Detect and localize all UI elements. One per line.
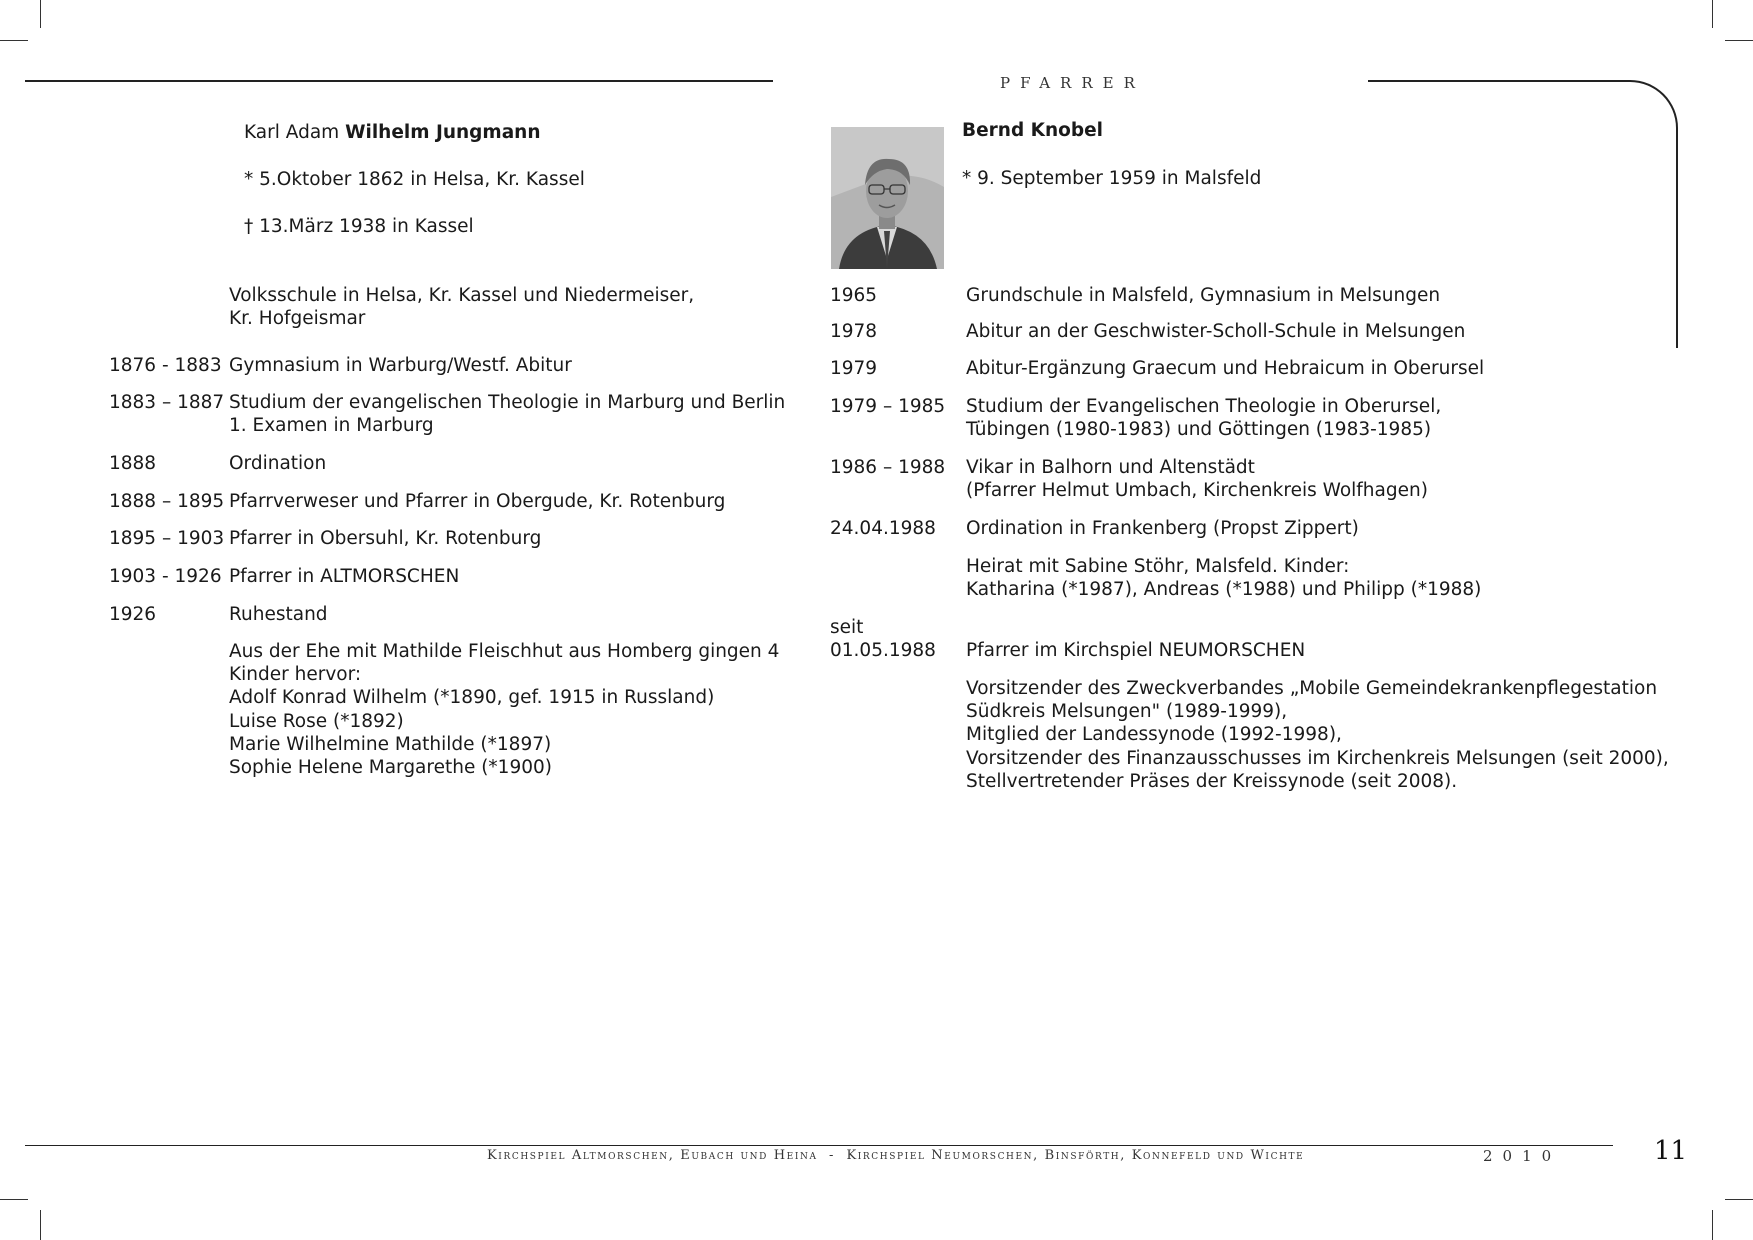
list-item <box>109 354 572 377</box>
list-item <box>830 456 1428 502</box>
entry-years: seit 01.05.1988 <box>830 617 936 661</box>
entry-text: Aus der Ehe mit Mathilde Fleischhut aus Homberg gingen 4 Kinder hervor: Adolf Konrad Wilhelm (*1890, gef. 1915 in Russland) Luise Rose (*1892) Marie Wilhelmine Mathilde (*1897) Sophie Helene Margarethe (*1900) <box>229 641 780 779</box>
header-rule-left <box>25 80 773 82</box>
header-title: PFARRER <box>1000 74 1145 92</box>
crop-mark <box>40 0 41 28</box>
entry-text: Studium der evangelischen Theologie in Marburg und Berlin 1. Examen in Marburg <box>229 392 786 436</box>
entry-years <box>109 640 229 779</box>
portrait-image <box>831 127 944 269</box>
list-item <box>109 640 779 779</box>
left-death: † 13.März 1938 in Kassel <box>244 216 474 237</box>
entry-years: 1876 - 1883 <box>109 355 222 376</box>
entry-text: Gymnasium in Warburg/Westf. Abitur <box>229 355 572 376</box>
list-item <box>109 391 785 437</box>
list-item <box>830 616 1305 662</box>
list-item <box>830 517 1359 540</box>
left-name-bold: Wilhelm Jungmann <box>345 122 541 143</box>
entry-years <box>830 677 966 793</box>
entry-text: Pfarrer im Kirchspiel NEUMORSCHEN <box>966 640 1306 661</box>
right-name-bold: Bernd Knobel <box>962 120 1103 141</box>
entry-text: Ordination <box>229 453 327 474</box>
crop-mark <box>1725 40 1753 41</box>
entry-text: Ordination in Frankenberg (Propst Zippert) <box>966 518 1359 539</box>
entry-years: 24.04.1988 <box>830 518 936 539</box>
crop-mark <box>0 1199 28 1200</box>
entry-years <box>109 284 229 330</box>
entry-text: Studium der Evangelischen Theologie in Oberursel, Tübingen (1980-1983) und Göttingen (1983-1985) <box>966 396 1442 440</box>
entry-years <box>830 555 966 601</box>
crop-mark <box>1712 0 1713 28</box>
list-item <box>109 565 459 588</box>
left-name <box>244 121 541 144</box>
list-item <box>830 677 1669 793</box>
list-item <box>830 357 1484 380</box>
entry-years: 1883 – 1887 <box>109 392 225 413</box>
list-item <box>830 320 1465 343</box>
entry-years: 1903 - 1926 <box>109 566 222 587</box>
right-birth: * 9. September 1959 in Malsfeld <box>962 168 1262 189</box>
list-item <box>830 284 1440 307</box>
entry-text: Pfarrer in Obersuhl, Kr. Rotenburg <box>229 528 542 549</box>
entry-years: 1979 <box>830 358 878 379</box>
list-item <box>109 527 541 550</box>
crop-mark <box>40 1210 41 1240</box>
list-item <box>109 284 694 330</box>
entry-years: 1888 <box>109 453 157 474</box>
entry-text: Abitur an der Geschwister-Scholl-Schule in Melsungen <box>966 321 1466 342</box>
entry-years: 1986 – 1988 <box>830 457 946 478</box>
entry-text: Volksschule in Helsa, Kr. Kassel und Niedermeiser, Kr. Hofgeismar <box>229 285 695 329</box>
footer-text: Kirchspiel Altmorschen, Eubach und Heina - Kirchspiel Neumorschen, Binsförth, Konnefeld und Wichte <box>487 1148 1305 1163</box>
footer-year: 2010 <box>1483 1147 1562 1165</box>
list-item <box>830 555 1481 601</box>
entry-text: Pfarrverweser und Pfarrer in Obergude, Kr. Rotenburg <box>229 491 726 512</box>
entry-text: Pfarrer in ALTMORSCHEN <box>229 566 460 587</box>
right-name <box>962 119 1103 142</box>
list-item <box>109 603 328 626</box>
left-name-first: Karl Adam <box>244 122 346 143</box>
entry-years: 1895 – 1903 <box>109 528 225 549</box>
entry-text: Vorsitzender des Zweckverbandes „Mobile Gemeindekrankenpflegestation Südkreis Melsungen" (1989-1999), Mitglied der Landessynode (1992-1998), Vorsitzender des Finanzausschusses im Kirchenkreis Melsungen (seit 2000), Stellvertretender Präses der Kreissynode (seit 2008). <box>966 678 1669 792</box>
entry-text: Ruhestand <box>229 604 328 625</box>
entry-years: 1979 – 1985 <box>830 396 946 417</box>
crop-mark <box>1725 1199 1753 1200</box>
entry-text: Abitur-Ergänzung Graecum und Hebraicum in Oberursel <box>966 358 1485 379</box>
portrait-photo <box>831 127 944 269</box>
entry-text: Heirat mit Sabine Stöhr, Malsfeld. Kinder: Katharina (*1987), Andreas (*1988) und Philipp (*1988) <box>966 556 1482 600</box>
left-birth: * 5.Oktober 1862 in Helsa, Kr. Kassel <box>244 169 585 190</box>
entry-years: 1965 <box>830 285 878 306</box>
entry-text: Vikar in Balhorn und Altenstädt (Pfarrer Helmut Umbach, Kirchenkreis Wolfhagen) <box>966 457 1428 501</box>
header-rule-corner <box>1368 80 1678 348</box>
page-number: 11 <box>1654 1136 1688 1166</box>
crop-mark <box>0 40 28 41</box>
footer-rule <box>25 1145 1613 1146</box>
entry-years: 1926 <box>109 604 157 625</box>
entry-years: 1888 – 1895 <box>109 491 225 512</box>
crop-mark <box>1712 1210 1713 1240</box>
list-item <box>109 452 326 475</box>
list-item <box>830 395 1441 441</box>
entry-text: Grundschule in Malsfeld, Gymnasium in Melsungen <box>966 285 1441 306</box>
list-item <box>109 490 725 513</box>
entry-years: 1978 <box>830 321 878 342</box>
